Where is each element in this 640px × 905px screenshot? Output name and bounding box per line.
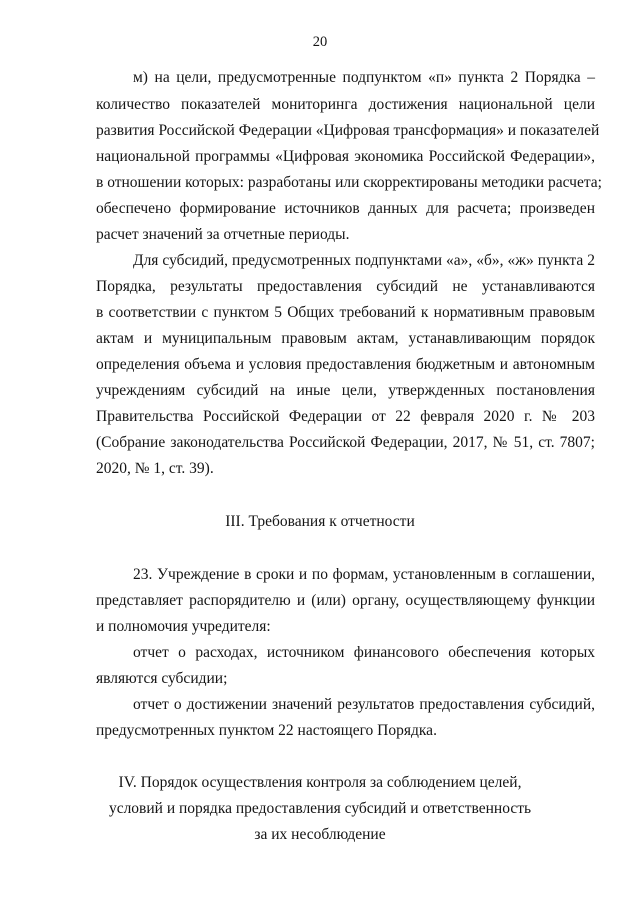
paragraph-line: актам и муниципальным правовым актам, устанавливающим порядок xyxy=(96,330,595,347)
paragraph-line: учреждениям субсидий на иные цели, утвержденных постановления xyxy=(96,382,595,399)
paragraph-line: Для субсидий, предусмотренных подпунктами «а», «б», «ж» пункта 2 xyxy=(133,252,595,269)
paragraph-line: количество показателей мониторинга достижения национальной цели xyxy=(96,96,595,113)
heading-line: IV. Порядок осуществления контроля за соблюдением целей, xyxy=(118,774,522,791)
paragraph-line: м) на цели, предусмотренные подпунктом «п» пункта 2 Порядка – xyxy=(133,69,595,86)
paragraph-line: национальной программы «Цифровая экономика Российской Федерации», xyxy=(96,148,595,165)
paragraph-line: являются субсидии; xyxy=(96,670,228,687)
paragraph-line: отчет о расходах, источником финансового обеспечения которых xyxy=(133,644,595,661)
heading-line: условий и порядка предоставления субсидий и ответственность xyxy=(108,800,532,817)
paragraph-line: развития Российской Федерации «Цифровая трансформация» и показателей xyxy=(96,122,600,139)
paragraph-line: и полномочия учредителя: xyxy=(96,618,271,635)
paragraph-line: (Собрание законодательства Российской Федерации, 2017, № 51, ст. 7807; xyxy=(96,434,595,451)
paragraph-line: расчет значений за отчетные периоды. xyxy=(96,226,350,243)
paragraph-line: в соответствии с пунктом 5 Общих требований к нормативным правовым xyxy=(96,304,595,321)
paragraph-line: определения объема и условия предоставления бюджетным и автономным xyxy=(96,356,595,373)
paragraph-line: отчет о достижении значений результатов предоставления субсидий, xyxy=(133,696,595,713)
paragraph-line: Правительства Российской Федерации от 22 февраля 2020 г. № 203 xyxy=(96,408,595,425)
paragraph-line: Порядка, результаты предоставления субсидий не устанавливаются xyxy=(96,278,595,295)
section-heading-3: III. Требования к отчетности xyxy=(225,513,415,530)
paragraph-line: предусмотренных пунктом 22 настоящего Порядка. xyxy=(96,722,437,739)
paragraph-line: представляет распорядителю и (или) органу, осуществляющему функции xyxy=(96,592,595,609)
heading-line: за их несоблюдение xyxy=(254,826,386,843)
paragraph-line: 2020, № 1, ст. 39). xyxy=(96,460,214,477)
paragraph-line: 23. Учреждение в сроки и по формам, установленным в соглашении, xyxy=(133,566,595,583)
paragraph-line: в отношении которых: разработаны или скорректированы методики расчета; xyxy=(96,174,602,191)
paragraph-line: обеспечено формирование источников данных для расчета; произведен xyxy=(96,200,595,217)
page-number: 20 xyxy=(312,34,328,50)
